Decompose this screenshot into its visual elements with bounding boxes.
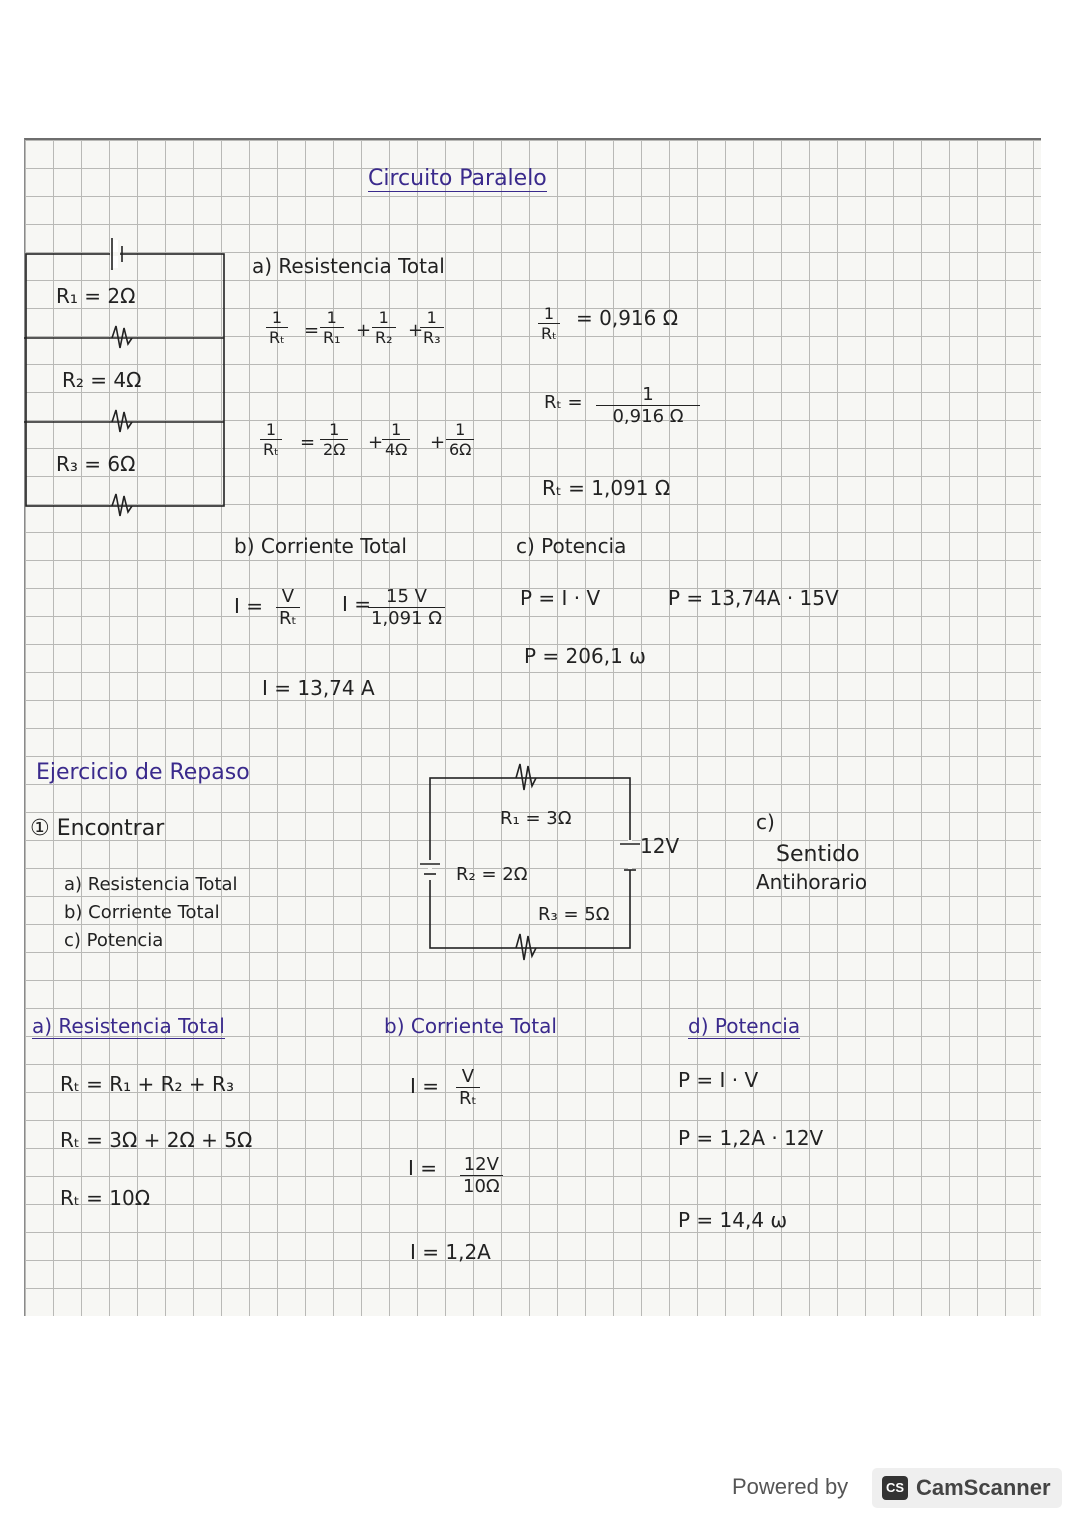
sol-d-line1: P = I · V	[678, 1068, 759, 1092]
equals-sign: =	[304, 320, 320, 341]
fraction-v-over-rt: $\frac{V}{\text{Rₜ}}$	[276, 586, 300, 629]
sol-b-result: I = 1,2A	[410, 1240, 491, 1264]
fraction-r3: $\frac{1}{\text{R₃}}$	[420, 308, 444, 347]
sol-a-line2: Rₜ = 3Ω + 2Ω + 5Ω	[60, 1128, 253, 1152]
sol-b-heading: b) Corriente Total	[384, 1014, 557, 1038]
power-formula: P = I · V	[520, 586, 601, 610]
current-result: I = 13,74 A	[262, 676, 375, 700]
sol-b-fraction-1: $\frac{V}{\text{Rₜ}}$	[456, 1066, 480, 1109]
sol-b-lhs-2: I =	[408, 1156, 438, 1180]
fraction-6ohm: $\frac{1}{6\Omega}$	[446, 420, 474, 459]
sol-d-line3: P = 14,4 ω	[678, 1208, 788, 1232]
brand-text: CamScanner	[916, 1475, 1051, 1500]
part-b-heading: b) Corriente Total	[234, 534, 407, 558]
fraction-r2: $\frac{1}{\text{R₂}}$	[372, 308, 396, 347]
voltage-label: 12V	[640, 834, 680, 858]
sense-label: Sentido	[776, 842, 860, 867]
r2-label: R₂ = 4Ω	[62, 368, 142, 392]
series-r1-label: R₁ = 3Ω	[500, 808, 572, 829]
sol-b-fraction-2: $\frac{12V}{10\Omega}$	[460, 1154, 503, 1197]
current-lhs-2: I =	[342, 592, 372, 616]
camscanner-watermark	[732, 1466, 1062, 1510]
inverse-rt-value: = 0,916 Ω	[576, 306, 679, 330]
r1-label: R₁ = 2Ω	[56, 284, 136, 308]
plus-sign: +	[356, 320, 372, 341]
current-lhs: I =	[234, 594, 264, 618]
series-r3-label: R₃ = 5Ω	[538, 904, 610, 925]
review-item: ① Encontrar	[30, 816, 165, 841]
sol-a-line1: Rₜ = R₁ + R₂ + R₃	[60, 1072, 234, 1096]
sol-d-heading: d) Potencia	[688, 1014, 801, 1038]
page-title: Circuito Paralelo	[368, 166, 547, 191]
plus-sign: +	[430, 432, 446, 453]
fraction-lhs: $\frac{1}{\text{Rₜ}}$	[260, 420, 282, 459]
equals-sign: =	[300, 432, 316, 453]
fraction-lhs: $\frac{1}{\text{Rₜ}}$	[266, 308, 288, 347]
fraction-2ohm: $\frac{1}{2\Omega}$	[320, 420, 348, 459]
r3-label: R₃ = 6Ω	[56, 452, 136, 476]
part-a-heading: a) Resistencia Total	[252, 254, 445, 278]
series-r2-label: R₂ = 2Ω	[456, 864, 528, 885]
review-list-b: b) Corriente Total	[64, 902, 220, 923]
sol-a-line3: Rₜ = 10Ω	[60, 1186, 150, 1210]
rt-result: Rₜ = 1,091 Ω	[542, 476, 671, 500]
power-substitution: P = 13,74A · 15V	[668, 586, 839, 610]
fraction-r1: $\frac{1}{\text{R₁}}$	[320, 308, 344, 347]
sol-d-line2: P = 1,2A · 12V	[678, 1126, 824, 1150]
sense-direction: Antihorario	[756, 870, 868, 894]
series-circuit-diagram	[420, 760, 650, 970]
power-result: P = 206,1 ω	[524, 644, 646, 668]
part-c-heading: c) Potencia	[516, 534, 627, 558]
cs-badge-icon: CS	[882, 1476, 908, 1500]
fraction-rt-inverse: $\frac{1}{0,916 \Omega}$	[596, 384, 700, 427]
fraction-1-over-rt: $\frac{1}{\text{Rₜ}}$	[538, 304, 560, 343]
camscanner-logo	[872, 1468, 1062, 1508]
review-list-a: a) Resistencia Total	[64, 874, 238, 895]
fraction-4ohm: $\frac{1}{4\Omega}$	[382, 420, 410, 459]
sol-b-lhs: I =	[410, 1074, 440, 1098]
sol-a-heading: a) Resistencia Total	[32, 1014, 225, 1038]
review-heading: Ejercicio de Repaso	[36, 760, 250, 785]
rt-lhs: Rₜ =	[544, 392, 583, 413]
plus-sign: +	[368, 432, 384, 453]
c-label: c)	[756, 810, 775, 834]
fraction-15v: $\frac{15 V}{1,091 \Omega}$	[368, 586, 445, 629]
review-list-c: c) Potencia	[64, 930, 164, 951]
powered-by-text: Powered by	[732, 1474, 849, 1499]
plus-sign: +	[408, 320, 424, 341]
